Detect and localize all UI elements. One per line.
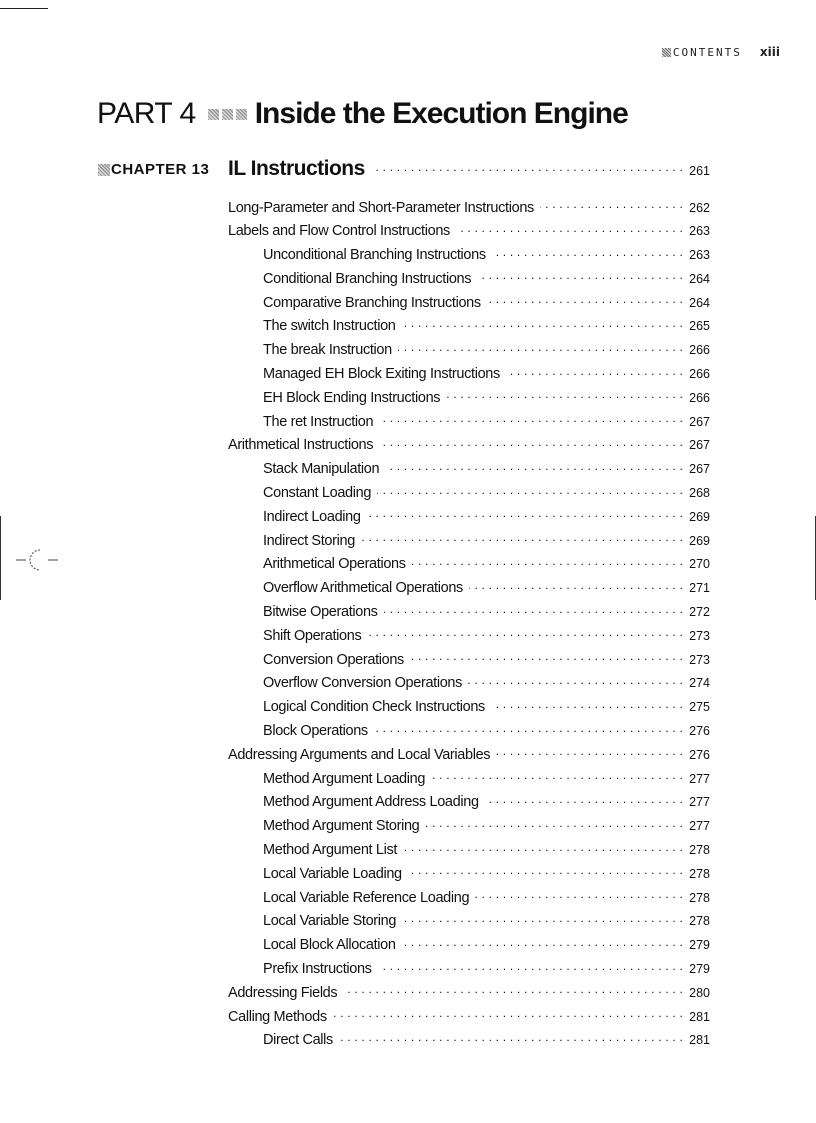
toc-entry-title: The break Instruction [263,342,392,359]
toc-entry-title: The ret Instruction [263,413,374,430]
toc-entry[interactable] [228,221,710,245]
toc-entry-page-number: 280 [689,985,710,1000]
toc-entry[interactable] [228,530,710,554]
toc-entry-page-number: 267 [689,438,710,453]
toc-entry-title: Arithmetical Operations [263,556,406,573]
chapter-title: IL Instructions [228,157,365,180]
dot-leader [333,1006,683,1021]
separator-box [222,109,233,120]
part-label: PART 4 [97,97,196,130]
dot-leader [402,911,683,926]
separator-box [236,109,247,120]
dot-leader [412,554,683,569]
separator-box [208,109,219,120]
toc-entry[interactable] [228,411,710,435]
dot-leader [339,1030,683,1045]
toc-entry-page-number: 264 [689,271,710,286]
toc-entry-page-number: 263 [689,224,710,239]
dot-leader [402,935,683,950]
toc-entry-page-number: 279 [689,938,710,953]
toc-entry-title: Labels and Flow Control Instructions [228,223,450,240]
part-separator-icon [208,109,247,120]
toc-entry[interactable] [228,863,710,887]
dot-leader [487,292,683,307]
running-head-label: CONTENTS [672,46,742,59]
dot-leader [378,959,683,974]
part-title: Inside the Execution Engine [254,97,628,130]
toc-entry-title: Method Argument Storing [263,818,420,835]
toc-entry-page-number: 278 [689,843,710,858]
toc-entry-page-number: 266 [689,367,710,382]
toc-entry[interactable] [228,340,710,364]
dot-leader [367,625,683,640]
toc-entry-page-number: 281 [689,1033,710,1048]
toc-entry[interactable] [228,768,710,792]
toc-entry-title: Direct Calls [263,1032,333,1049]
toc-entry-title: Overflow Arithmetical Operations [263,580,463,597]
toc-entry[interactable] [228,506,710,530]
toc-entry-title: Logical Condition Check Instructions [263,699,485,716]
toc-entry[interactable] [228,625,710,649]
toc-entry-page-number: 278 [689,890,710,905]
dot-leader [384,602,683,617]
toc-entry-title: Comparative Branching Instructions [263,294,481,311]
toc-entry-page-number: 262 [689,200,710,215]
toc-entry-page-number: 276 [689,724,710,739]
dot-leader [379,411,683,426]
toc-entry-title: Constant Loading [263,485,372,502]
dot-leader [379,435,683,450]
top-crop-rule [0,8,48,9]
dot-leader [431,768,683,783]
dot-leader [398,340,683,355]
toc-entry[interactable] [228,578,710,602]
toc-entry-title: Local Variable Reference Loading [263,889,470,906]
toc-entry[interactable] [228,887,710,911]
toc-entry[interactable] [228,316,710,340]
toc-entry-title: Local Variable Loading [263,865,402,882]
toc-entry[interactable] [228,364,710,388]
toc-entry[interactable] [228,935,710,959]
dot-leader [491,697,683,712]
running-head [662,43,780,61]
chapter-page-number: 261 [689,164,710,178]
toc-entry-page-number: 266 [689,390,710,405]
toc-entry-page-number: 267 [689,462,710,477]
toc-entry-page-number: 272 [689,605,710,620]
toc-entry-title: Method Argument List [263,842,398,859]
toc-entry[interactable] [228,982,710,1006]
toc-entry[interactable] [228,292,710,316]
toc-entry-page-number: 265 [689,319,710,334]
toc-entry[interactable] [228,245,710,269]
toc-entry-title: Local Variable Storing [263,913,397,930]
toc-entry[interactable] [228,721,710,745]
toc-entry-page-number: 281 [689,1009,710,1024]
toc-entry-title: Stack Manipulation [263,461,380,478]
section-marker-icon [662,48,671,57]
toc-entry-page-number: 268 [689,486,710,501]
toc-entry-title: Prefix Instructions [263,961,372,977]
dot-leader [475,887,683,902]
dot-leader [361,530,683,545]
toc-entry-page-number: 270 [689,557,710,572]
toc-entry-page-number: 273 [689,628,710,643]
toc-entry-title: Calling Methods [228,1008,327,1025]
chapter-marker-icon [98,164,110,176]
toc-entry-page-number: 278 [689,914,710,929]
dot-leader [496,744,683,759]
toc-entry-page-number: 277 [689,795,710,810]
toc-entry-page-number: 269 [689,533,710,548]
toc-entry-page-number: 277 [689,819,710,834]
toc-entry[interactable] [228,673,710,697]
toc-entry-page-number: 271 [689,581,710,596]
toc-entry-page-number: 273 [689,652,710,667]
dot-leader [446,387,683,402]
toc-entry[interactable] [228,435,710,459]
dot-leader [425,816,683,831]
toc-entry-page-number: 279 [689,962,710,976]
toc-entry-page-number: 276 [689,747,710,762]
toc-entry-title: Conversion Operations [263,651,404,668]
toc-entry[interactable] [228,387,710,411]
toc-entry-title: Indirect Loading [263,508,361,525]
toc-entry-page-number: 277 [689,771,710,786]
toc-entry[interactable] [228,959,710,983]
toc-entry[interactable] [228,554,710,578]
toc-entry[interactable] [228,459,710,483]
toc-entry-title: The switch Instruction [263,318,396,335]
toc-entry[interactable] [228,1006,710,1030]
registration-mark-icon [12,546,62,574]
toc-entry-page-number: 267 [689,414,710,429]
toc-entry-page-number: 274 [689,676,710,691]
toc-entry-title: Unconditional Branching Instructions [263,247,486,264]
running-head-page-number: xiii [759,45,780,59]
toc-entry-title: EH Block Ending Instructions [263,389,441,406]
toc-entry[interactable] [228,483,710,507]
toc-entry-page-number: 263 [689,248,710,263]
dot-leader [367,506,683,521]
toc-entry[interactable] [228,602,710,626]
toc-entry[interactable] [228,744,710,768]
chapter-heading [98,157,710,185]
left-crop-line [0,516,1,600]
toc-entry-page-number: 269 [689,509,710,524]
toc-entry-title: Method Argument Loading [263,770,426,787]
dot-leader [343,982,683,997]
toc-entry-title: Local Block Allocation [263,937,396,954]
toc-entry[interactable] [228,911,710,935]
dot-leader [540,197,683,212]
dot-leader [408,863,683,878]
toc-entry-page-number: 266 [689,343,710,358]
toc-entry[interactable] [228,816,710,840]
dot-leader [492,245,683,260]
toc-entry-title: Managed EH Block Exiting Instructions [263,366,500,383]
dot-leader [477,268,683,283]
chapter-toc-entry[interactable] [228,157,710,181]
toc-entry-title: Addressing Fields [228,984,338,1001]
toc-entry-page-number: 264 [689,295,710,310]
dot-leader [385,459,683,474]
toc-entry-title: Addressing Arguments and Local Variables [228,746,491,763]
toc-entry[interactable] [228,649,710,673]
toc-entry[interactable] [228,697,710,721]
toc-entry-title: Shift Operations [263,627,362,644]
dot-leader [485,792,683,807]
dot-leader [456,221,683,236]
toc-entry[interactable] [228,197,710,221]
dot-leader [402,316,683,331]
toc-entry[interactable] [228,1030,710,1054]
toc-entry-title: Indirect Storing [263,532,355,549]
toc-entry-title: Long-Parameter and Short-Parameter Instructions [228,199,534,216]
toc-entry-title: Bitwise Operations [263,604,378,621]
toc-entry[interactable] [228,268,710,292]
dot-leader [403,840,683,855]
toc-entry-title: Arithmetical Instructions [228,437,374,454]
dot-leader [371,159,683,175]
dot-leader [377,483,683,498]
toc-entry[interactable] [228,792,710,816]
chapter-label: CHAPTER 13 [111,161,210,178]
dot-leader [410,649,683,664]
dot-leader [469,578,683,593]
toc-entry-title: Method Argument Address Loading [263,794,479,811]
dot-leader [374,721,683,736]
toc-list [228,197,710,1054]
toc-entry[interactable] [228,840,710,864]
dot-leader [506,364,683,379]
part-heading [97,97,628,131]
toc-entry-title: Overflow Conversion Operations [263,675,463,692]
toc-entry-title: Conditional Branching Instructions [263,270,472,287]
dot-leader [468,673,683,688]
running-head-section [662,43,742,61]
toc-entry-page-number: 278 [689,866,710,881]
toc-entry-title: Block Operations [263,723,368,740]
toc-entry-page-number: 275 [689,700,710,715]
